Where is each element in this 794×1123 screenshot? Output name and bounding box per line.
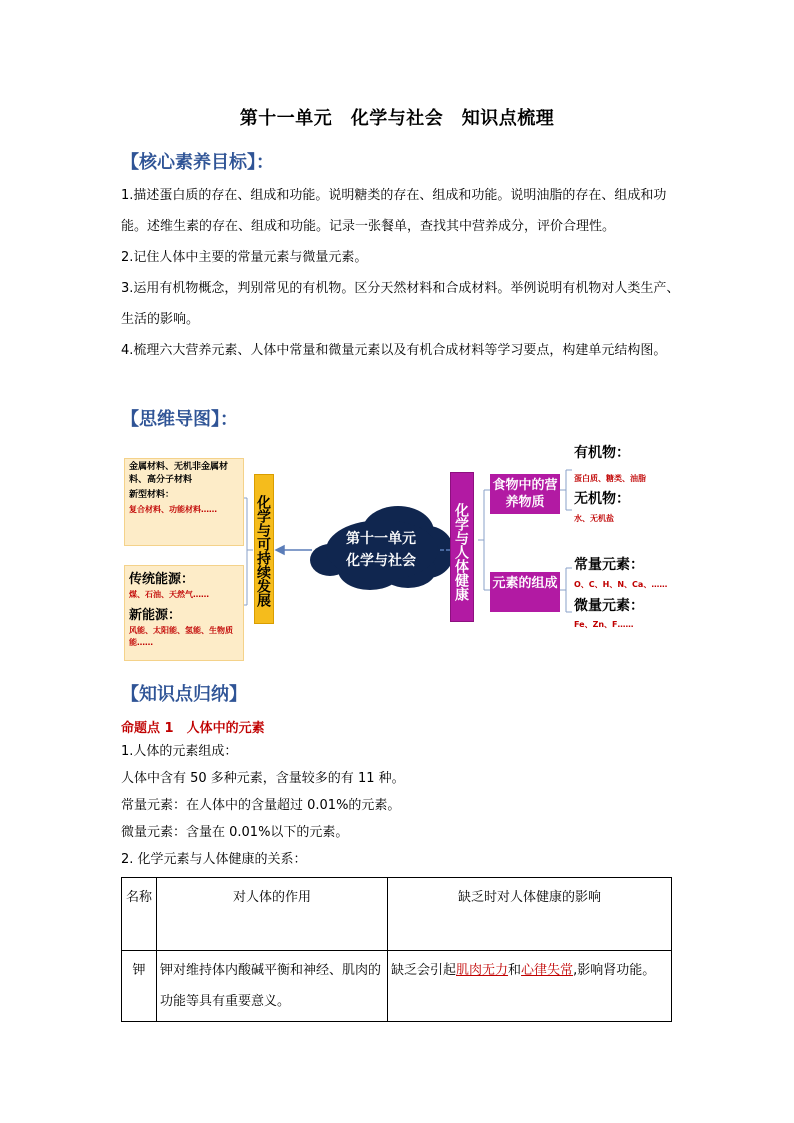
table-cell-name: 钾 xyxy=(122,951,157,1022)
inorganic-sub: 水、无机盐 xyxy=(574,514,614,523)
energy-head-2: 新能源： xyxy=(129,608,182,623)
table-cell-effect: 钾对维持体内酸碱平衡和神经、肌肉的功能等具有重要意义。 xyxy=(157,951,388,1022)
table-header-lack: 缺乏时对人体健康的影响 xyxy=(388,878,672,951)
table-cell-lack xyxy=(388,951,672,1022)
materials-line-1: 金属材料、无机非金属材料、高分子材料 xyxy=(129,462,229,485)
micro-element-head: 微量元素： xyxy=(574,598,644,614)
materials-line-3: 复合材料、功能材料…… xyxy=(129,505,217,514)
knowledge-line-2: 人体中含有 50 多种元素，含量较多的有 11 种。 xyxy=(121,771,405,786)
inorganic-head: 无机物： xyxy=(574,491,630,507)
section-heading-goals: 【核心素养目标】： xyxy=(121,152,274,173)
energy-sub-2: 风能、太阳能、氢能、生物质能…… xyxy=(129,626,233,647)
mind-map-center xyxy=(316,528,446,572)
lack-text-mid: 和 xyxy=(508,963,522,978)
knowledge-line-1: 1.人体的元素组成： xyxy=(121,744,238,759)
lack-highlight-2: 心律失常 xyxy=(521,963,574,978)
element-health-table xyxy=(121,877,672,1022)
table-header-name: 名称 xyxy=(122,878,157,951)
section-heading-mindmap: 【思维导图】： xyxy=(121,409,238,430)
table-header-effect: 对人体的作用 xyxy=(157,878,388,951)
mind-map xyxy=(120,440,680,670)
topic-heading: 命题点 1 人体中的元素 xyxy=(121,721,265,736)
goal-item-2: 2.记住人体中主要的常量元素与微量元素。 xyxy=(121,250,368,265)
section-heading-knowledge: 【知识点归纳】 xyxy=(121,684,247,705)
macro-element-head: 常量元素： xyxy=(574,557,644,573)
macro-element-sub: O、C、H、N、Ca、…… xyxy=(574,580,668,589)
goal-item-3: 3.运用有机物概念，判别常见的有机物。区分天然材料和合成材料。举例说明有机物对人类生产、生活的影响。 xyxy=(121,281,680,327)
lack-highlight-1: 肌肉无力 xyxy=(456,963,509,978)
goal-item-1: 1.描述蛋白质的存在、组成和功能。说明糖类的存在、组成和功能。说明油脂的存在、组成和功能。述维生素的存在、组成和功能。记录一张餐单，查找其中营养成分，评价合理性。 xyxy=(121,188,667,234)
center-line-1: 第十一单元 xyxy=(346,531,416,547)
element-box: 元素的组成 xyxy=(490,572,560,612)
lack-text-post: ,影响肾功能。 xyxy=(573,963,656,978)
materials-line-2: 新型材料： xyxy=(129,490,175,500)
energy-box xyxy=(124,565,244,661)
organic-head: 有机物： xyxy=(574,445,630,461)
materials-box xyxy=(124,458,244,546)
center-line-2: 化学与社会 xyxy=(346,553,416,569)
sustainable-bar: 化学与可持续发展 xyxy=(254,474,274,624)
organic-sub: 蛋白质、糖类、油脂 xyxy=(574,474,646,483)
table-row xyxy=(122,951,672,1022)
knowledge-line-3: 常量元素：在人体中的含量超过 0.01%的元素。 xyxy=(121,798,401,813)
goal-item-4: 4.梳理六大营养元素、人体中常量和微量元素以及有机合成材料等学习要点，构建单元结构图。 xyxy=(121,343,667,358)
table-header-row xyxy=(122,878,672,951)
micro-element-sub: Fe、Zn、F…… xyxy=(574,620,634,629)
energy-head-1: 传统能源： xyxy=(129,572,195,587)
knowledge-line-5: 2. 化学元素与人体健康的关系： xyxy=(121,852,307,867)
page-title: 第十一单元 化学与社会 知识点梳理 xyxy=(239,108,555,129)
knowledge-line-4: 微量元素：含量在 0.01%以下的元素。 xyxy=(121,825,349,840)
lack-text-pre: 缺乏会引起 xyxy=(391,963,457,978)
health-bar: 化学与人体健康 xyxy=(450,472,474,622)
food-nutrient-box: 食物中的营养物质 xyxy=(490,474,560,514)
energy-sub-1: 煤、石油、天然气…… xyxy=(129,590,209,599)
